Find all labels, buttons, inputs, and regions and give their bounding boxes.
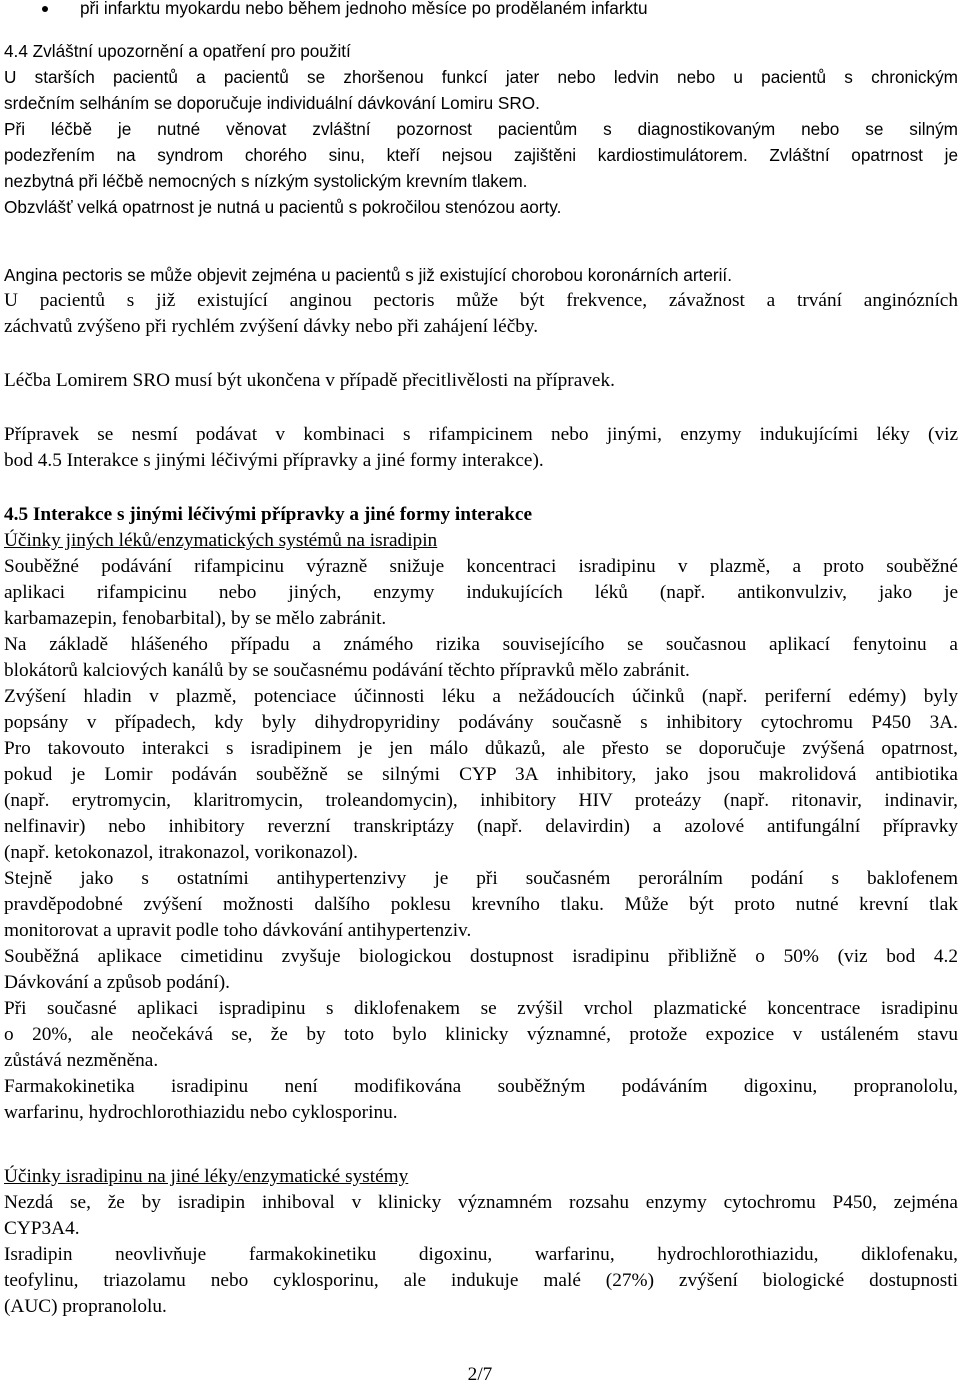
paragraph-line: pravděpodobné zvýšení možnosti dalšího poklesu krevního tlaku. Může být proto nutné krevní tlak [4,894,958,915]
paragraph-line: Stejně jako s ostatními antihypertenzivy je při současném perorálním podání s baklofenem [4,868,958,889]
paragraph-line: Obzvlášť velká opatrnost je nutná u pacientů s pokročilou stenózou aorty. [4,197,562,217]
paragraph-line: podezřením na syndrom chorého sinu, kteří nejsou zajištěni kardiostimulátorem. Zvláštní opatrnost je [4,145,958,165]
paragraph-line: Na základě hlášeného případu a známého rizika souvisejícího se současnou aplikací fenytoinu a [4,634,958,655]
paragraph-line: (např. ketokonazol, itrakonazol, vorikonazol). [4,842,358,863]
bullet-item [4,0,958,21]
angina-paragraph-cont [4,288,958,340]
paragraph-line: Při léčbě je nutné věnovat zvláštní pozornost pacientům s diagnostikovaným nebo se silným [4,119,958,139]
paragraph-line: aplikaci rifampicinu nebo jiných, enzymy indukujících léků (např. antikonvulziv, jako je [4,582,958,603]
paragraph-line: Přípravek se nesmí podávat v kombinaci s rifampicinem nebo jinými, enzymy indukujícími léky (viz [4,424,958,445]
paragraph-line: pokud je Lomir podáván souběžně se silnými CYP 3A inhibitory, jako jsou makrolidová antibiotika [4,764,958,785]
paragraph-line: teofylinu, triazolamu nebo cyklosporinu, ale indukuje malé (27%) zvýšení biologické dostupnosti [4,1270,958,1291]
paragraph-line: popsány v případech, kdy byly dihydropyridiny podávány současně s inhibitory cytochromu P450 3A. [4,712,958,733]
paragraph-line: Dávkování a způsob podání). [4,972,230,993]
paragraph-line: monitorovat a upravit podle toho dávkování antihypertenziv. [4,920,472,941]
paragraph-line: Nezdá se, že by isradipin inhiboval v klinicky významném rozsahu enzymy cytochromu P450, zejména [4,1192,958,1213]
paragraph-line: U pacientů s již existující anginou pectoris může být frekvence, závažnost a trvání anginózních [4,290,958,311]
paragraph-line: Farmakokinetika isradipinu není modifikována souběžným podáváním digoxinu, propranololu, [4,1076,958,1097]
paragraph-line: zůstává nezměněna. [4,1050,159,1071]
rifampicin-paragraph [4,422,958,474]
paragraph-line: nelfinavir) nebo inhibitory reverzní transkriptázy (např. delavirdin) a azolové antifungální přípravky [4,816,958,837]
angina-paragraph [4,262,958,288]
paragraph-line: warfarinu, hydrochlorothiazidu nebo cyklosporinu. [4,1102,398,1123]
subheading: Účinky isradipinu na jiné léky/enzymatické systémy [4,1166,409,1187]
paragraph-line: karbamazepin, fenobarbital), by se mělo zabránit. [4,608,387,629]
paragraph-line: Souběžné podávání rifampicinu výrazně snižuje koncentraci isradipinu v plazmě, a proto souběžné [4,556,958,577]
subheading: Účinky jiných léků/enzymatických systémů na isradipin [4,530,438,551]
paragraph-line: Zvýšení hladin v plazmě, potenciace účinnosti léku a nežádoucích účinků (např. periferní edémy) byly [4,686,958,707]
section-4-4 [4,38,958,220]
page-number: 2/7 [467,1364,493,1385]
termination-paragraph [4,368,958,394]
paragraph-line: Léčba Lomirem SRO musí být ukončena v případě přecitlivělosti na přípravek. [4,370,615,391]
bullet-dot-icon [42,6,48,12]
section-heading: 4.4 Zvláštní upozornění a opatření pro použití [4,41,351,61]
paragraph-line: blokátorů kalciových kanálů by se současnému podávání těchto přípravků mělo zabránit. [4,660,690,681]
paragraph-line: Isradipin neovlivňuje farmakokinetiku digoxinu, warfarinu, hydrochlorothiazidu, diklofenaku, [4,1244,958,1265]
paragraph-line: U starších pacientů a pacientů se zhoršenou funkcí jater nebo ledvin nebo u pacientů s chronickým [4,67,958,87]
paragraph-line: Pro takovouto interakci s isradipinem je jen málo důkazů, ale přesto se doporučuje zvýšená opatrnost, [4,738,958,759]
paragraph-line: CYP3A4. [4,1218,80,1239]
bullet-text: při infarktu myokardu nebo během jednoho měsíce po prodělaném infarktu [80,0,648,18]
paragraph-line: Angina pectoris se může objevit zejména u pacientů s již existující chorobou koronárních arterií. [4,265,732,285]
paragraph-line: bod 4.5 Interakce s jinými léčivými přípravky a jiné formy interakce). [4,450,544,471]
paragraph-line: (AUC) propranololu. [4,1296,167,1317]
paragraph-line: záchvatů zvýšeno při rychlém zvýšení dávky nebo při zahájení léčby. [4,316,539,337]
paragraph-line: o 20%, ale neočekává se, že by toto bylo klinicky významné, protože expozice v ustáleném stavu [4,1024,958,1045]
paragraph-line: srdečním selháním se doporučuje individuální dávkování Lomiru SRO. [4,93,540,113]
paragraph-line: Při současné aplikaci ispradipinu s diklofenakem se zvýšil vrchol plazmatické koncentrace isradipinu [4,998,958,1019]
paragraph-line: Souběžná aplikace cimetidinu zvyšuje biologickou dostupnost isradipinu přibližně o 50% (viz bod 4.2 [4,946,958,967]
section-heading: 4.5 Interakce s jinými léčivými přípravky a jiné formy interakce [4,504,533,525]
paragraph-line: nezbytná při léčbě nemocných s nízkým systolickým krevním tlakem. [4,171,528,191]
section-4-5 [4,502,958,1126]
paragraph-line: (např. erytromycin, klaritromycin, troleandomycin), inhibitory HIV proteázy (např. ritonavir, indinavir, [4,790,958,811]
section-4-5-part2 [4,1164,958,1320]
